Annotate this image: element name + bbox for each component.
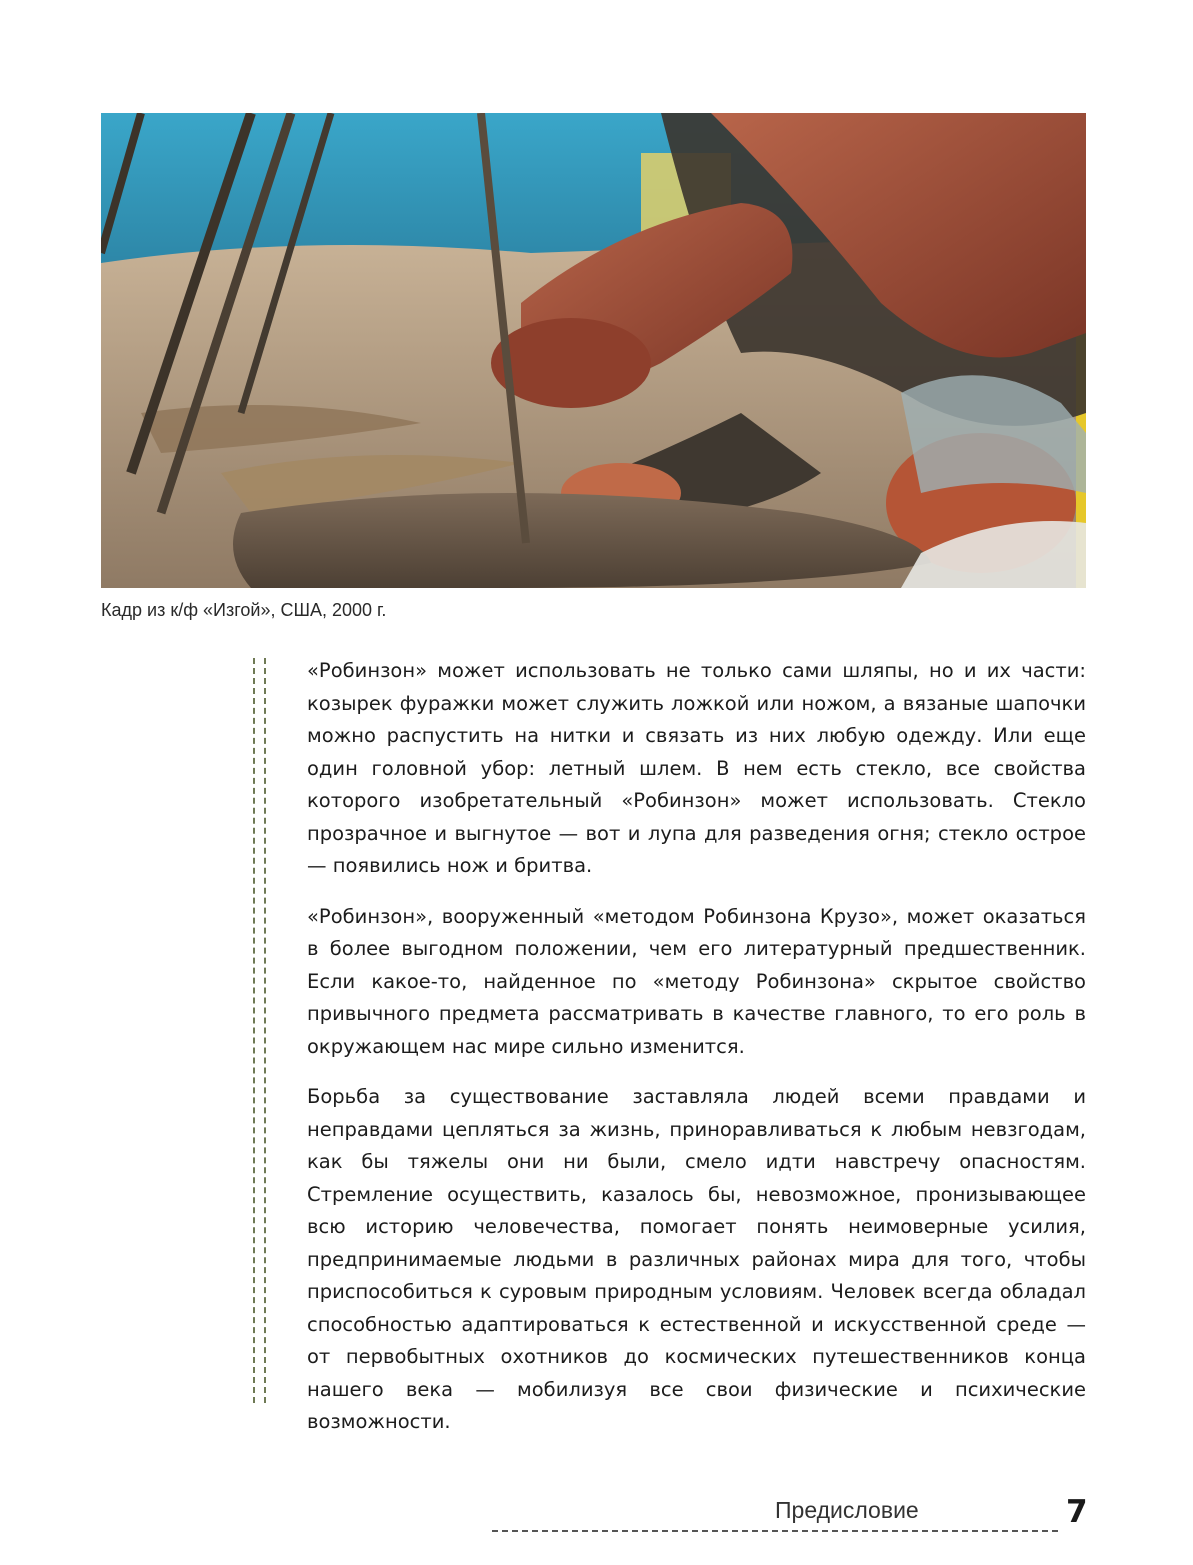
running-footer-section: Предисловие [775, 1497, 919, 1523]
footer-dashed-line [492, 1530, 1058, 1532]
photo-caption: Кадр из к/ф «Изгой», США, 2000 г. [101, 600, 387, 620]
body-text [307, 655, 1086, 1457]
decorative-dashed-rule-left [253, 658, 255, 1403]
paragraph-3: Борьба за существование заставляла людей всеми правдами и неправдами цепляться за жизнь, приноравливаться к любым невзгодам, как бы тяжелы они ни были, смело идти навстречу опасностям. Стремление осуществить, казалось бы, невозможное, пронизывающее всю историю человечества, помогает понять неимоверные усилия, предпринимаемые людьми в различных районах мира для того, чтобы приспособиться к суровым природным условиям. Человек всегда обладал способностью адаптироваться к естественной и искусственной среде — от первобытных охотников до космических путешественников конца нашего века — мобилизуя все свои физические и психические возможности. [307, 1085, 1086, 1433]
film-still-photo [101, 113, 1086, 588]
man-hands [491, 318, 651, 408]
castaway-fire-image [101, 113, 1086, 588]
paragraph-1: «Робинзон» может использовать не только сами шляпы, но и их части: козырек фуражки может служить ложкой или ножом, а вязаные шапочки можно распустить на нитки и связать из них любую одежду. Или еще один головной убор: летный шлем. В нем есть стекло, все свойства которого изобретательный «Робинзон» может использовать. Стекло прозрачное и выгнутое — вот и лупа для разведения огня; стекло острое — появились нож и бритва. [307, 659, 1086, 877]
page-number: 7 [1066, 1494, 1088, 1530]
decorative-dashed-rule-right [264, 658, 266, 1403]
paragraph-2: «Робинзон», вооруженный «методом Робинзона Крузо», может оказаться в более выгодном положении, чем его литературный предшественник. Если какое-то, найденное по «методу Робинзона» скрытое свойство привычного предмета рассматривать в качестве главного, то его роль в окружающем нас мире сильно изменится. [307, 904, 1086, 1058]
